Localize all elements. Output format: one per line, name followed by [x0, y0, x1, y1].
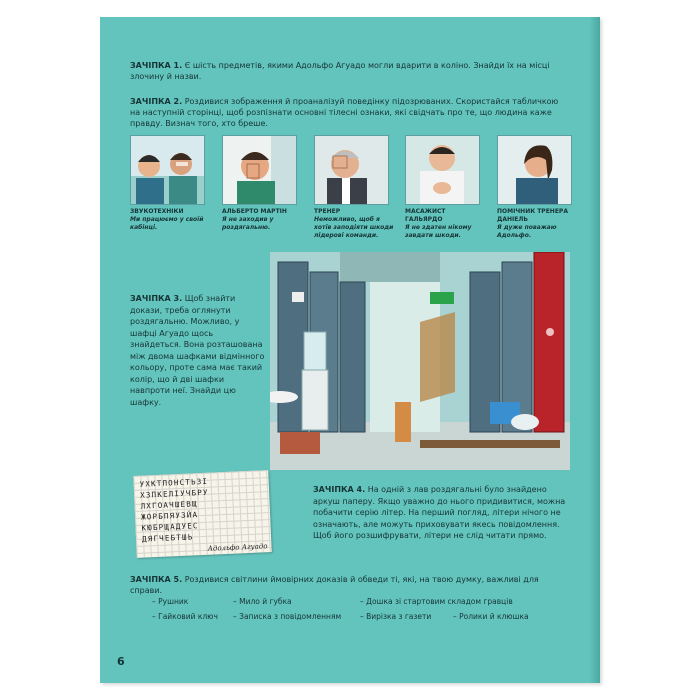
letter-row: ДЯГЧЕБТШЬ	[141, 532, 194, 544]
clue-2-label: ЗАЧІПКА 2.	[130, 97, 183, 106]
suspect-name: АЛЬБЕРТО МАРТІН	[222, 208, 287, 215]
evidence-item: – Мило й губка	[233, 597, 292, 606]
locker-room-illustration	[270, 252, 570, 470]
suspect-quote: Я не здатен нікому завдати шкоди.	[405, 224, 472, 239]
clue-3-text: Щоб знайти докази, треба оглянути роздягальню. Можливо, у шафці Агуадо щось знайдеться. Вона розташована між двома шафками відмінного кольору, проте сама має такий колір, що й дві шафки навпроти неї. Знайди цю шафку.	[130, 294, 265, 407]
evidence-item: – Ролики й клюшка	[453, 612, 529, 621]
page-spine-shadow	[589, 17, 600, 683]
clue-1	[130, 60, 570, 82]
suspect-caption	[314, 208, 394, 240]
suspect-name: ТРЕНЕР	[314, 208, 341, 215]
clue-5	[130, 574, 570, 596]
evidence-item: – Гайковий ключ	[152, 612, 218, 621]
evidence-item: – Дошка зі стартовим складом гравців	[360, 597, 513, 606]
letter-row: УХКТПОНСТЬЗІ	[139, 476, 209, 489]
suspect-image-alberto-martin	[222, 135, 297, 205]
suspect-name: ПОМІЧНИК ТРЕНЕРА ДАНІЕЛЬ	[497, 208, 568, 223]
suspect-image-coach	[314, 135, 389, 205]
suspect-quote: Ми працюємо у своїй кабінці.	[130, 216, 204, 231]
clue-1-text: Є шість предметів, якими Адольфо Агуадо могли вдарити в коліно. Знайди їх на місці злочину й назви.	[130, 61, 550, 81]
signature: Адольфо Агуадо	[207, 542, 268, 553]
clue-5-text: Роздивися світлини ймовірних доказів й обведи ті, які, на твою думку, важливі для справи.	[130, 575, 539, 595]
evidence-item: – Рушник	[152, 597, 189, 606]
evidence-item: – Вирізка з газети	[360, 612, 432, 621]
suspect-caption	[222, 208, 302, 232]
suspect-caption	[130, 208, 210, 232]
clue-4	[313, 484, 571, 542]
evidence-item: – Записка з повідомленням	[233, 612, 342, 621]
suspect-quote: Я дуже поважаю Адольфо.	[497, 224, 557, 239]
coded-paper	[133, 470, 271, 558]
clue-3	[130, 293, 265, 408]
clue-4-label: ЗАЧІПКА 4.	[313, 485, 366, 494]
suspect-image-assistant-daniel	[497, 135, 572, 205]
clue-3-label: ЗАЧІПКА 3.	[130, 294, 183, 303]
suspect-name: МАСАЖИСТ ГАЛЬЯРДО	[405, 208, 446, 223]
clue-5-label: ЗАЧІПКА 5.	[130, 575, 183, 584]
letter-row: ЛХГОАЧШЕВЩ	[140, 499, 198, 511]
clue-1-label: ЗАЧІПКА 1.	[130, 61, 183, 70]
suspect-quote: Я не заходив у роздягальню.	[222, 216, 274, 231]
suspect-quote: Неможливо, щоб я хотів заподіяти шкоди лідерові команди.	[314, 216, 394, 239]
clue-2	[130, 96, 570, 129]
suspect-caption	[405, 208, 485, 240]
clue-2-text: Роздивися зображення й проаналізуй поведінку підозрюваних. Скористайся табличкою на наступній сторінці, щоб розпізнати основні тілесні ознаки, які свідчать про те, що людина каже правду. Визнач того, хто бреше.	[130, 97, 559, 128]
letter-row: КЮБРЩАДУЕС	[141, 521, 199, 533]
suspect-image-masseur-gallardo	[405, 135, 480, 205]
clue-4-text: На одній з лав роздягальні було знайдено аркуш паперу. Якщо уважно до нього придивитися, можна побачити серію літер. На перший погляд, літери нічого не означають, але можуть приховувати якесь повідомлення. Щоб його розшифрувати, літери не слід читати прямо.	[313, 485, 566, 540]
suspect-caption	[497, 208, 577, 240]
page-number: 6	[117, 655, 125, 668]
suspect-image-sound-technicians	[130, 135, 205, 205]
letter-row: ЖОРБПЯУЗЙА	[140, 510, 199, 522]
letter-row: ХЗПКЕЛІУЧБРУ	[139, 487, 209, 500]
suspect-name: ЗВУКОТЕХНІКИ	[130, 208, 184, 215]
